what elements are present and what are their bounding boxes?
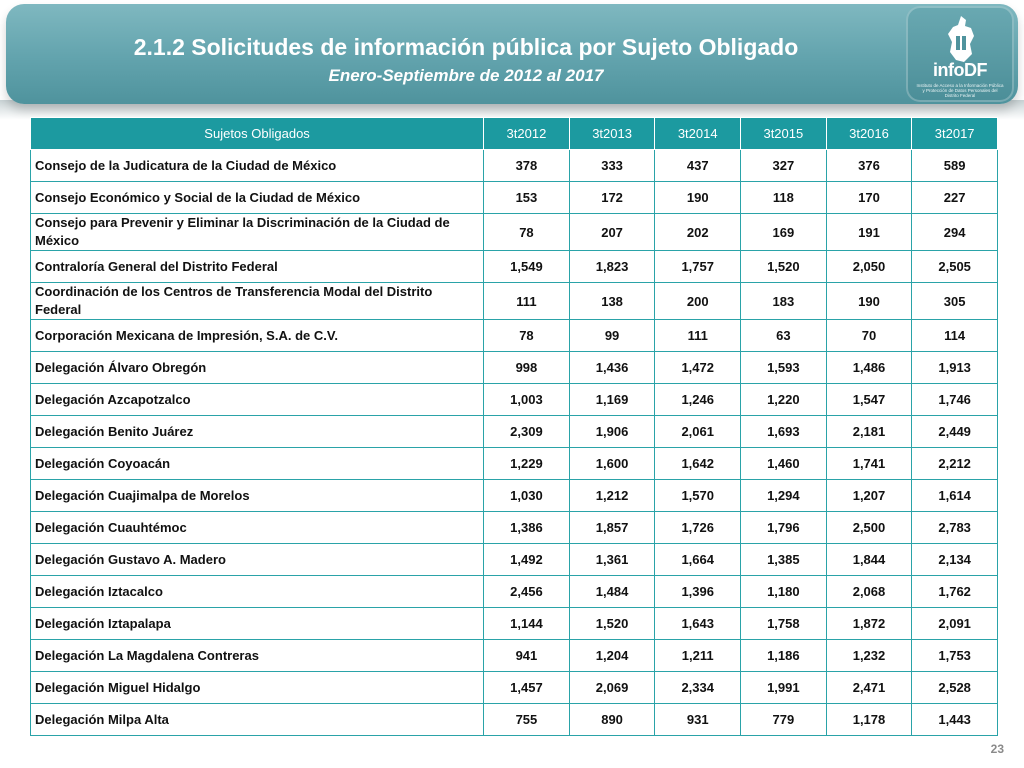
row-entity-name: Coordinación de los Centros de Transferencia Modal del Distrito Federal: [31, 283, 484, 320]
page-number: 23: [990, 742, 1004, 756]
row-value-3t2015: 1,520: [741, 251, 827, 283]
row-value-3t2016: 1,207: [826, 480, 912, 512]
row-entity-name: Corporación Mexicana de Impresión, S.A. de C.V.: [31, 320, 484, 352]
row-entity-name: Delegación Iztacalco: [31, 576, 484, 608]
row-value-3t2017: 2,091: [912, 608, 998, 640]
page-title: 2.1.2 Solicitudes de información pública por Sujeto Obligado: [133, 34, 799, 60]
row-entity-name: Consejo para Prevenir y Eliminar la Discriminación de la Ciudad de México: [31, 214, 484, 251]
row-value-3t2013: 1,212: [569, 480, 655, 512]
row-value-3t2012: 1,229: [484, 448, 570, 480]
row-value-3t2017: 1,746: [912, 384, 998, 416]
row-value-3t2014: 931: [655, 704, 741, 736]
row-value-3t2015: 63: [741, 320, 827, 352]
table-row: [31, 283, 998, 320]
row-value-3t2014: 202: [655, 214, 741, 251]
table-row: [31, 150, 998, 182]
row-value-3t2016: 2,068: [826, 576, 912, 608]
infodf-logo: [906, 6, 1014, 102]
row-value-3t2013: 207: [569, 214, 655, 251]
table-row: [31, 480, 998, 512]
logo-emblem-icon: [944, 14, 978, 64]
row-value-3t2013: 2,069: [569, 672, 655, 704]
row-value-3t2013: 333: [569, 150, 655, 182]
row-value-3t2014: 1,642: [655, 448, 741, 480]
table-row: [31, 640, 998, 672]
table-row: [31, 352, 998, 384]
row-value-3t2012: 111: [484, 283, 570, 320]
row-value-3t2012: 1,549: [484, 251, 570, 283]
row-value-3t2017: 1,443: [912, 704, 998, 736]
row-value-3t2015: 1,460: [741, 448, 827, 480]
row-entity-name: Delegación Iztapalapa: [31, 608, 484, 640]
table-row: [31, 214, 998, 251]
row-value-3t2014: 1,726: [655, 512, 741, 544]
row-value-3t2016: 1,232: [826, 640, 912, 672]
row-value-3t2015: 1,180: [741, 576, 827, 608]
row-value-3t2014: 1,643: [655, 608, 741, 640]
row-value-3t2015: 1,758: [741, 608, 827, 640]
row-value-3t2016: 2,181: [826, 416, 912, 448]
table-row: [31, 544, 998, 576]
row-value-3t2015: 1,991: [741, 672, 827, 704]
row-value-3t2012: 1,144: [484, 608, 570, 640]
row-value-3t2012: 1,003: [484, 384, 570, 416]
row-value-3t2013: 1,857: [569, 512, 655, 544]
row-value-3t2016: 70: [826, 320, 912, 352]
row-value-3t2016: 1,178: [826, 704, 912, 736]
table-row: [31, 384, 998, 416]
row-value-3t2015: 1,796: [741, 512, 827, 544]
table-row: [31, 576, 998, 608]
row-entity-name: Delegación Cuauhtémoc: [31, 512, 484, 544]
column-header-3t2014: 3t2014: [655, 118, 741, 150]
row-value-3t2017: 2,212: [912, 448, 998, 480]
table-header-row: [31, 118, 998, 150]
row-value-3t2016: 190: [826, 283, 912, 320]
solicitudes-table: [30, 117, 998, 736]
row-value-3t2017: 1,913: [912, 352, 998, 384]
row-value-3t2015: 1,186: [741, 640, 827, 672]
row-value-3t2017: 589: [912, 150, 998, 182]
row-value-3t2012: 2,309: [484, 416, 570, 448]
row-entity-name: Consejo Económico y Social de la Ciudad de México: [31, 182, 484, 214]
column-header-3t2016: 3t2016: [826, 118, 912, 150]
table-row: [31, 512, 998, 544]
row-value-3t2013: 1,520: [569, 608, 655, 640]
table-row: [31, 704, 998, 736]
row-value-3t2016: 1,547: [826, 384, 912, 416]
row-value-3t2017: 305: [912, 283, 998, 320]
row-value-3t2014: 1,570: [655, 480, 741, 512]
column-header-3t2013: 3t2013: [569, 118, 655, 150]
row-value-3t2012: 78: [484, 214, 570, 251]
row-value-3t2016: 1,486: [826, 352, 912, 384]
row-value-3t2016: 2,050: [826, 251, 912, 283]
table-row: [31, 672, 998, 704]
row-value-3t2013: 1,906: [569, 416, 655, 448]
row-value-3t2017: 2,528: [912, 672, 998, 704]
row-entity-name: Delegación Benito Juárez: [31, 416, 484, 448]
row-value-3t2012: 378: [484, 150, 570, 182]
row-value-3t2016: 191: [826, 214, 912, 251]
row-value-3t2017: 1,762: [912, 576, 998, 608]
table-row: [31, 448, 998, 480]
row-value-3t2014: 1,211: [655, 640, 741, 672]
row-value-3t2012: 1,386: [484, 512, 570, 544]
column-header-3t2012: 3t2012: [484, 118, 570, 150]
row-value-3t2014: 111: [655, 320, 741, 352]
row-value-3t2017: 2,505: [912, 251, 998, 283]
row-value-3t2014: 200: [655, 283, 741, 320]
row-value-3t2017: 2,783: [912, 512, 998, 544]
row-entity-name: Delegación Milpa Alta: [31, 704, 484, 736]
row-value-3t2014: 2,061: [655, 416, 741, 448]
row-value-3t2015: 169: [741, 214, 827, 251]
row-entity-name: Delegación Álvaro Obregón: [31, 352, 484, 384]
column-header-3t2015: 3t2015: [741, 118, 827, 150]
row-value-3t2016: 170: [826, 182, 912, 214]
row-value-3t2015: 183: [741, 283, 827, 320]
row-value-3t2012: 2,456: [484, 576, 570, 608]
row-entity-name: Delegación Azcapotzalco: [31, 384, 484, 416]
column-header-3t2017: 3t2017: [912, 118, 998, 150]
row-value-3t2015: 1,294: [741, 480, 827, 512]
slide-header: [6, 4, 1018, 104]
row-value-3t2017: 1,614: [912, 480, 998, 512]
row-value-3t2015: 779: [741, 704, 827, 736]
table-row: [31, 251, 998, 283]
row-value-3t2013: 99: [569, 320, 655, 352]
row-value-3t2012: 755: [484, 704, 570, 736]
row-value-3t2013: 1,169: [569, 384, 655, 416]
row-entity-name: Delegación Coyoacán: [31, 448, 484, 480]
row-value-3t2015: 1,593: [741, 352, 827, 384]
row-value-3t2014: 1,246: [655, 384, 741, 416]
table-row: [31, 320, 998, 352]
row-value-3t2017: 227: [912, 182, 998, 214]
table-row: [31, 182, 998, 214]
row-value-3t2013: 890: [569, 704, 655, 736]
row-value-3t2013: 1,204: [569, 640, 655, 672]
row-value-3t2012: 153: [484, 182, 570, 214]
table-row: [31, 416, 998, 448]
row-value-3t2013: 1,484: [569, 576, 655, 608]
row-value-3t2015: 327: [741, 150, 827, 182]
row-value-3t2016: 2,500: [826, 512, 912, 544]
row-value-3t2016: 376: [826, 150, 912, 182]
row-value-3t2013: 138: [569, 283, 655, 320]
row-value-3t2014: 1,664: [655, 544, 741, 576]
row-value-3t2013: 1,361: [569, 544, 655, 576]
logo-wordmark: infoDF: [933, 60, 987, 80]
row-value-3t2015: 1,385: [741, 544, 827, 576]
row-entity-name: Delegación La Magdalena Contreras: [31, 640, 484, 672]
row-value-3t2014: 1,757: [655, 251, 741, 283]
page-subtitle: Enero-Septiembre de 2012 al 2017: [328, 66, 604, 85]
row-value-3t2017: 114: [912, 320, 998, 352]
column-header-sujetos: Sujetos Obligados: [31, 118, 484, 150]
row-value-3t2013: 172: [569, 182, 655, 214]
row-entity-name: Consejo de la Judicatura de la Ciudad de México: [31, 150, 484, 182]
row-value-3t2012: 998: [484, 352, 570, 384]
row-value-3t2014: 1,472: [655, 352, 741, 384]
table-body: [31, 150, 998, 736]
row-entity-name: Contraloría General del Distrito Federal: [31, 251, 484, 283]
logo-tagline: Instituto de Acceso a la Información Pública y Protección de Datos Personales del Distrito Federal: [916, 83, 1004, 98]
row-value-3t2013: 1,436: [569, 352, 655, 384]
row-value-3t2016: 1,844: [826, 544, 912, 576]
row-value-3t2012: 1,030: [484, 480, 570, 512]
row-value-3t2013: 1,600: [569, 448, 655, 480]
table-row: [31, 608, 998, 640]
row-value-3t2015: 1,693: [741, 416, 827, 448]
row-value-3t2012: 1,492: [484, 544, 570, 576]
row-value-3t2012: 941: [484, 640, 570, 672]
row-value-3t2017: 2,134: [912, 544, 998, 576]
row-entity-name: Delegación Cuajimalpa de Morelos: [31, 480, 484, 512]
row-value-3t2016: 1,741: [826, 448, 912, 480]
row-value-3t2015: 118: [741, 182, 827, 214]
row-value-3t2016: 2,471: [826, 672, 912, 704]
row-value-3t2014: 1,396: [655, 576, 741, 608]
row-value-3t2014: 437: [655, 150, 741, 182]
row-value-3t2015: 1,220: [741, 384, 827, 416]
row-value-3t2012: 1,457: [484, 672, 570, 704]
row-entity-name: Delegación Miguel Hidalgo: [31, 672, 484, 704]
row-value-3t2013: 1,823: [569, 251, 655, 283]
row-value-3t2014: 2,334: [655, 672, 741, 704]
row-value-3t2017: 2,449: [912, 416, 998, 448]
row-entity-name: Delegación Gustavo A. Madero: [31, 544, 484, 576]
row-value-3t2017: 1,753: [912, 640, 998, 672]
row-value-3t2017: 294: [912, 214, 998, 251]
row-value-3t2014: 190: [655, 182, 741, 214]
row-value-3t2012: 78: [484, 320, 570, 352]
row-value-3t2016: 1,872: [826, 608, 912, 640]
